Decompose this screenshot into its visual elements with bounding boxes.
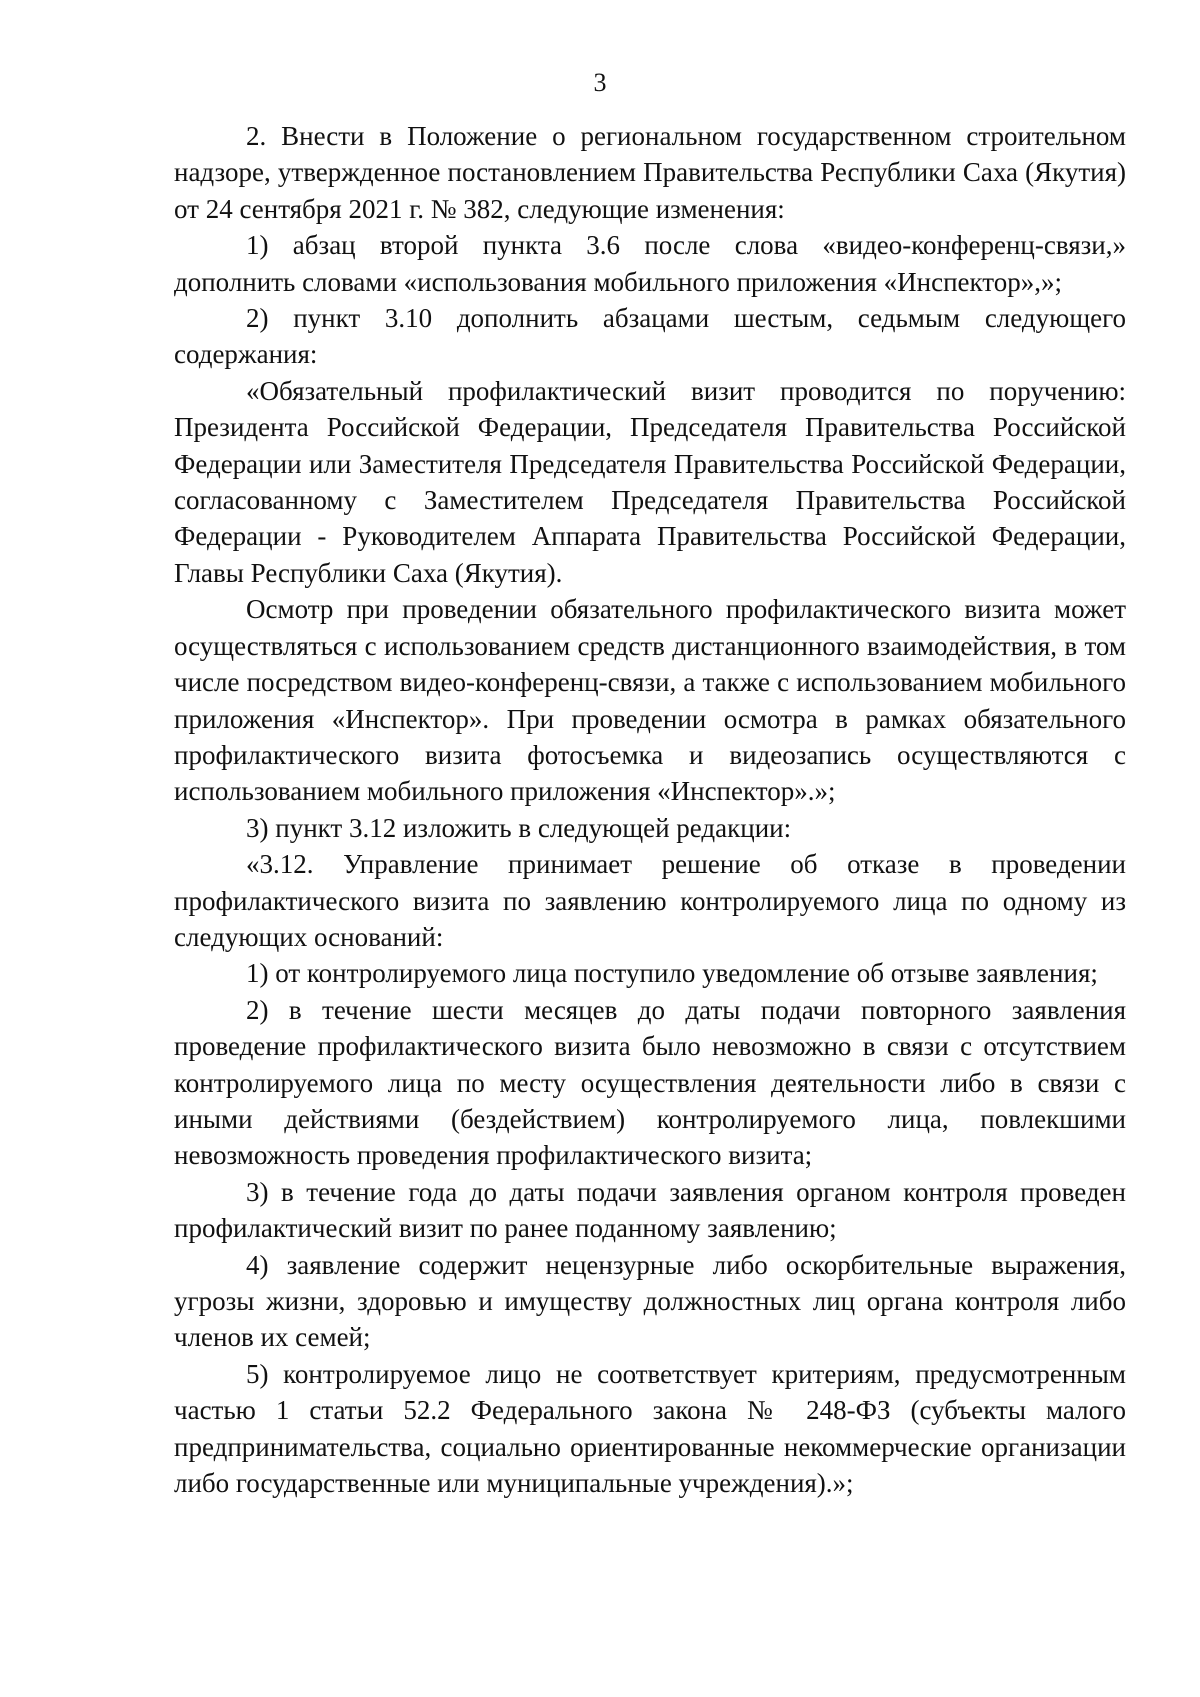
paragraph-item-1-clause-3-6: 1) абзац второй пункта 3.6 после слова «видео-конференц-связи,» дополнить словами «использования мобильного приложения «Инспектор»,»;	[174, 230, 1126, 297]
paragraph-ground-5: 5) контролируемое лицо не соответствует критериям, предусмотренным частью 1 статьи 52.2 Федерального закона № 248-ФЗ (субъекты малого предпринимательства, социально ориентированные некоммерческие организации либо государственные или муниципальные учреждения).»;	[174, 1358, 1126, 1499]
page-number: 3	[593, 68, 607, 97]
paragraph-item-3-clause-3-12: 3) пункт 3.12 изложить в следующей редакции:	[246, 812, 792, 843]
paragraph-item-2-clause-3-10: 2) пункт 3.10 дополнить абзацами шестым, седьмым следующего содержания:	[174, 303, 1126, 370]
paragraph-ground-3: 3) в течение года до даты подачи заявления органом контроля проведен профилактический визит по ранее поданному заявлению;	[174, 1176, 1126, 1244]
paragraph-clause-3-12-text: «3.12. Управление принимает решение об отказе в проведении профилактического визита по заявлению контролируемого лица по одному из следующих оснований:	[174, 849, 1126, 952]
paragraph-ground-2: 2) в течение шести месяцев до даты подачи повторного заявления проведение профилактического визита было невозможно в связи с отсутствием контролируемого лица по месту осуществления деятельности либо в связи с иными действиями (бездействием) контролируемого лица, повлекшими невозможность проведения профилактического визита;	[174, 994, 1126, 1171]
paragraph-inspection-remote: Осмотр при проведении обязательного профилактического визита может осуществляться с использованием средств дистанционного взаимодействия, в том числе посредством видео-конференц-связи, а также с использованием мобильного приложения «Инспектор». При проведении осмотра в рамках обязательного профилактического визита фотосъемка и видеозапись осуществляются с использованием мобильного приложения «Инспектор».»;	[174, 594, 1126, 807]
paragraph-mandatory-visit: «Обязательный профилактический визит проводится по поручению: Президента Российской Федерации, Председателя Правительства Российской Федерации или Заместителя Председателя Правительства Российской Федерации, согласованному с Заместителем Председателя Правительства Российской Федерации - Руководителем Аппарата Правительства Российской Федерации, Главы Республики Саха (Якутия).	[174, 375, 1126, 588]
paragraph-ground-1: 1) от контролируемого лица поступило уведомление об отзыве заявления;	[246, 958, 1098, 989]
document-body	[174, 118, 1126, 1501]
paragraph-amendment-intro: 2. Внести в Положение о региональном государственном строительном надзоре, утвержденное постановлением Правительства Республики Саха (Якутия) от 24 сентября 2021 г. № 382, следующие изменения:	[174, 121, 1126, 224]
paragraph-ground-4: 4) заявление содержит нецензурные либо оскорбительные выражения, угрозы жизни, здоровью и имуществу должностных лиц органа контроля либо членов их семей;	[174, 1249, 1126, 1353]
